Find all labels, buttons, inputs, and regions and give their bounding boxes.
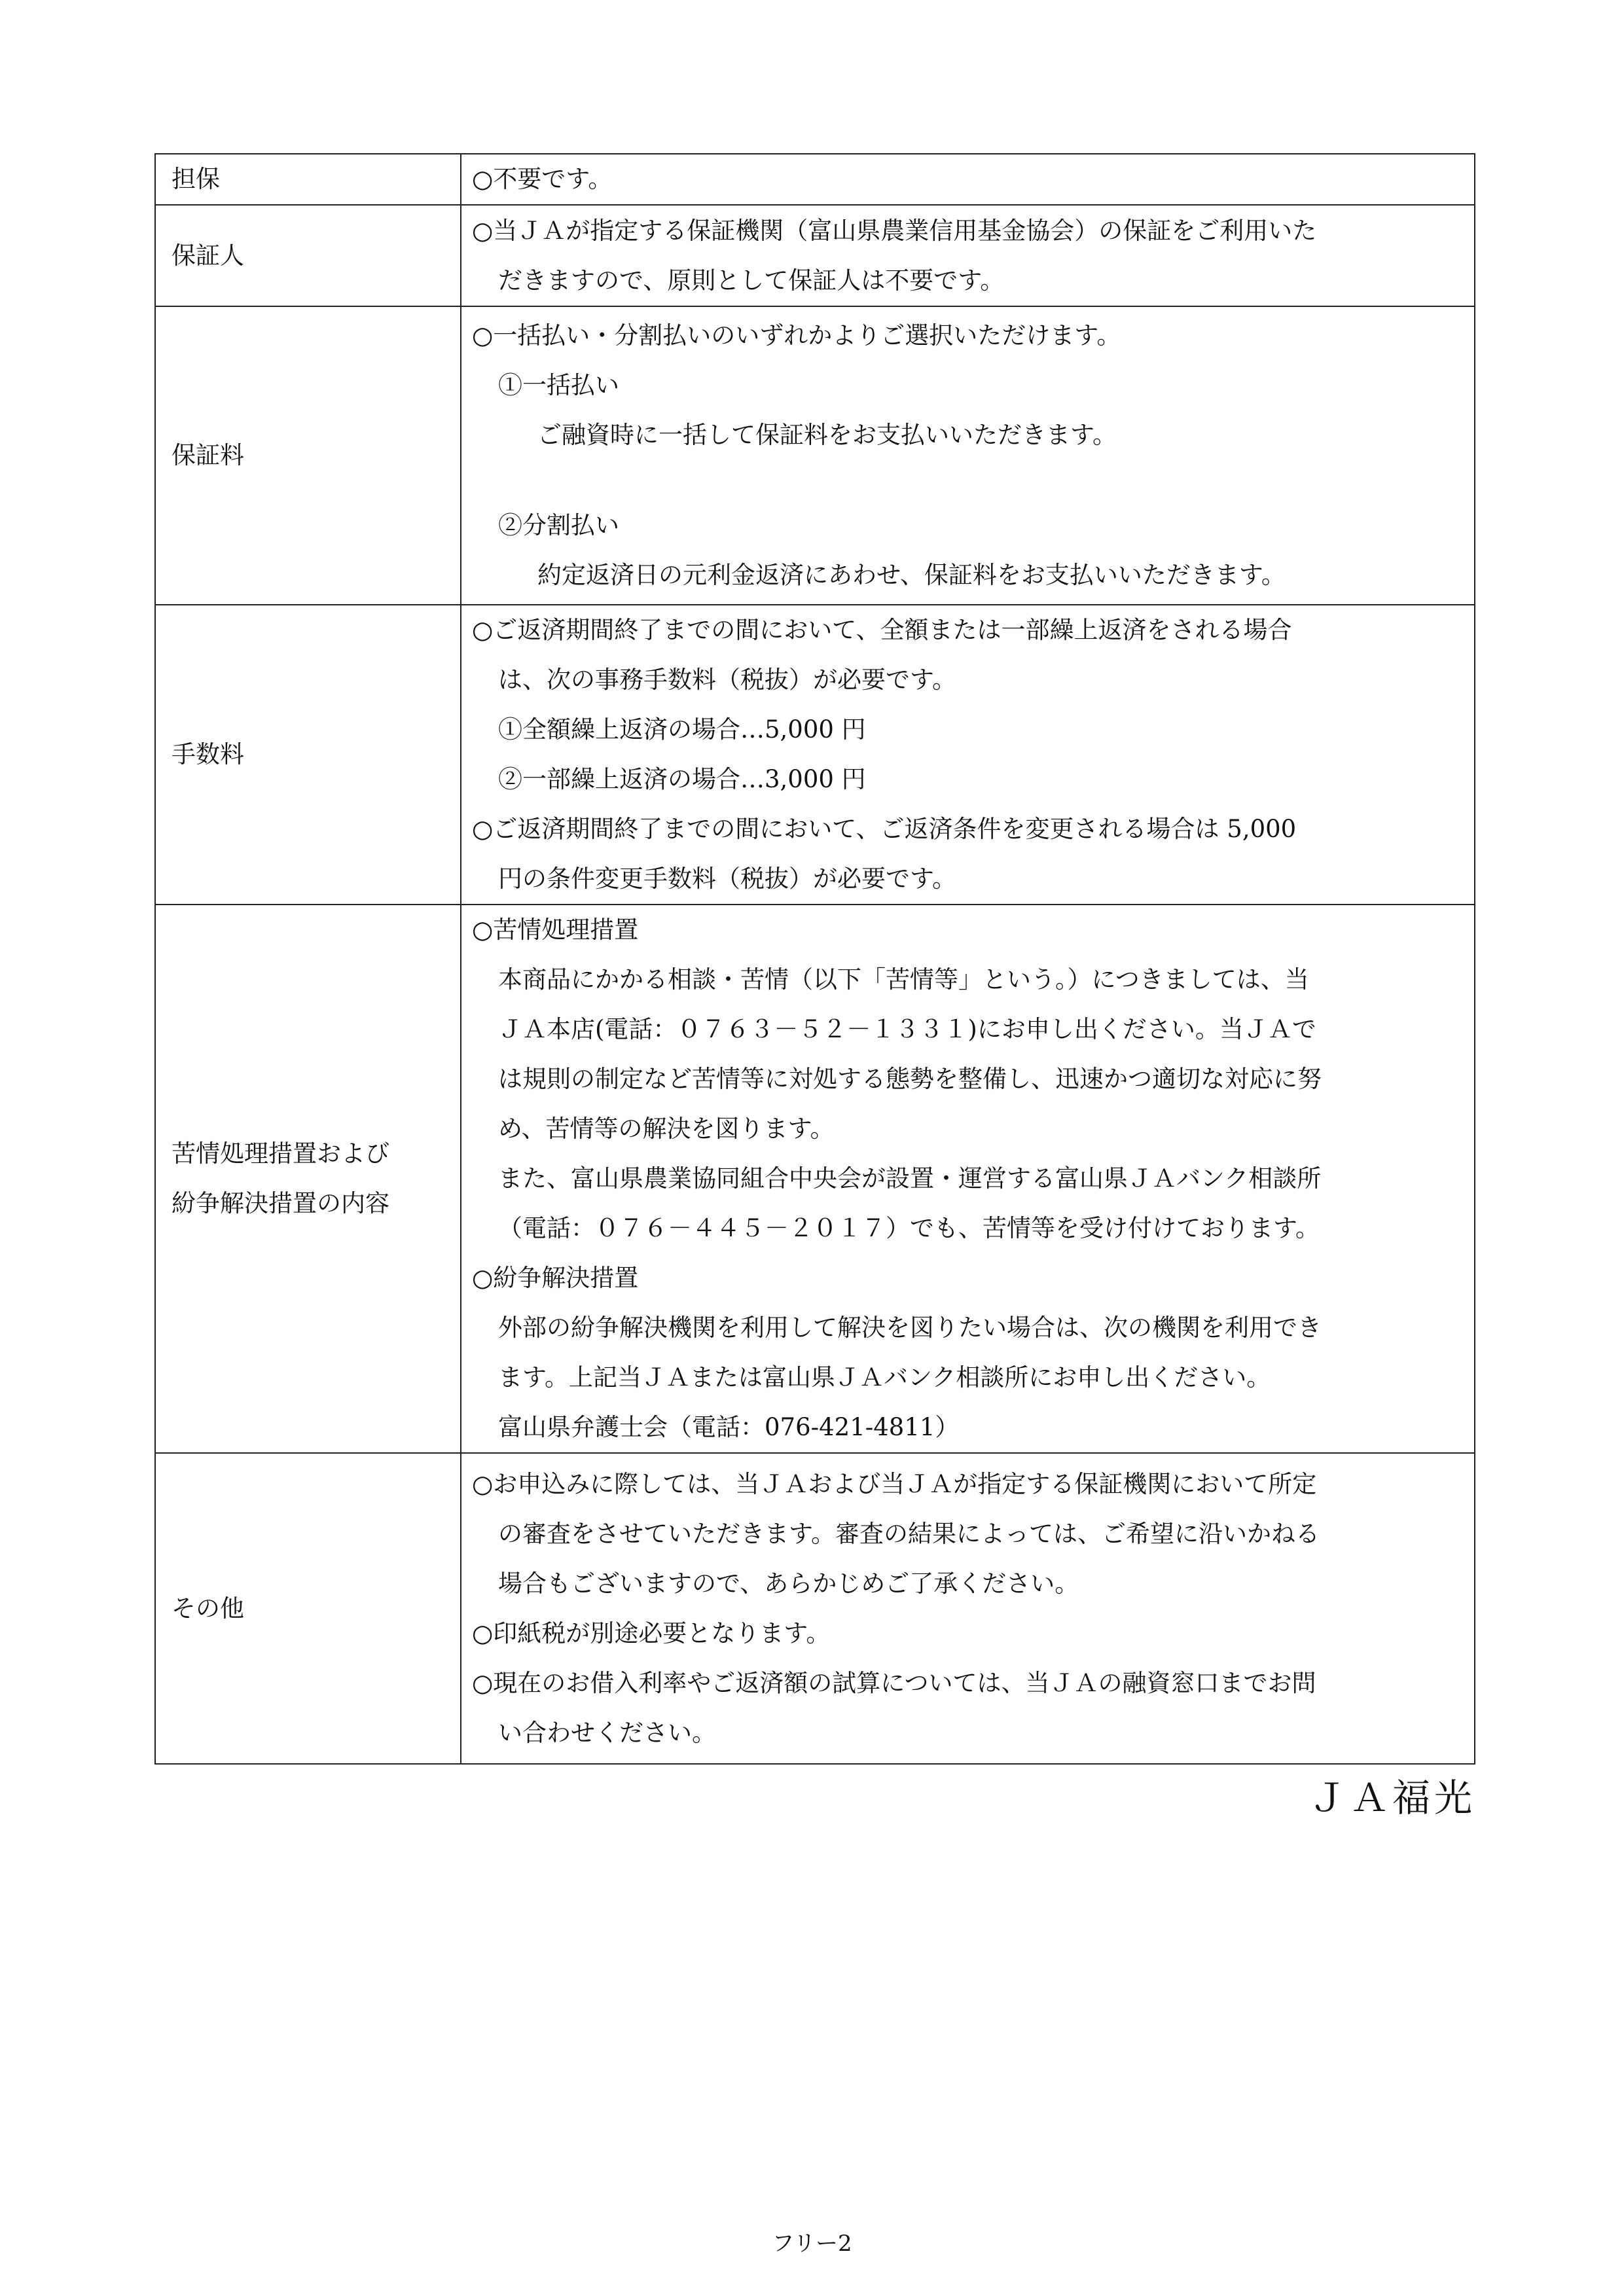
row-label-guarantor: [155, 205, 461, 306]
row-content-other: [461, 1453, 1475, 1764]
content-line: 円の条件変更手数料（税抜）が必要です。: [498, 865, 957, 893]
content-line: 場合もございますので、あらかじめご了承ください。: [498, 1569, 1079, 1598]
content-line: は、次の事務手数料（税抜）が必要です。: [498, 666, 957, 694]
label-text: 保証料: [171, 441, 244, 469]
content-line: ○印紙税が別途必要となります。: [472, 1619, 831, 1647]
content-line: また、富山県農業協同組合中央会が設置・運営する富山県ＪＡバンク相談所: [498, 1164, 1322, 1193]
content-line: い合わせください。: [498, 1718, 716, 1747]
row-content-collateral: [461, 154, 1475, 205]
row-content-complaint-handling: [461, 905, 1475, 1453]
content-line: は規則の制定など苦情等に対処する態勢を整備し、迅速かつ適切な対応に努: [498, 1065, 1322, 1093]
label-text: 手数料: [171, 740, 244, 768]
table-row-complaint-handling: [155, 905, 1475, 1453]
row-content-guarantor: [461, 205, 1475, 306]
row-label-handling-fee: [155, 605, 461, 905]
content-line: ○苦情処理措置: [472, 916, 639, 944]
table-row-collateral: [155, 154, 1475, 205]
content-line: ます。上記当ＪＡまたは富山県ＪＡバンク相談所にお申し出ください。: [498, 1363, 1271, 1391]
content-line: 外部の紛争解決機関を利用して解決を図りたい場合は、次の機関を利用でき: [498, 1314, 1322, 1342]
label-text: 紛争解決措置の内容: [171, 1189, 389, 1217]
row-label-guarantee-fee: [155, 306, 461, 605]
table-row-guarantor: [155, 205, 1475, 306]
row-content-guarantee-fee: [461, 306, 1475, 605]
content-line: ○ご返済期間終了までの間において、全額または一部繰上返済をされる場合: [472, 616, 1292, 644]
page-label: フリー2: [772, 2231, 852, 2257]
label-text: その他: [171, 1594, 244, 1623]
content-line: め、苦情等の解決を図ります。: [498, 1115, 835, 1143]
content-line: 富山県弁護士会（電話：076-421-4811）: [498, 1413, 960, 1441]
content-line: だきますので、原則として保証人は不要です。: [498, 266, 1005, 295]
content-line: 約定返済日の元利金返済にあわせ、保証料をお支払いいただきます。: [537, 561, 1286, 589]
content-line: 本商品にかかる相談・苦情（以下「苦情等」という。）につきましては、当: [498, 965, 1309, 994]
product-terms-table: [154, 153, 1475, 1765]
row-content-handling-fee: [461, 605, 1475, 905]
label-text: 保証人: [171, 241, 244, 270]
content-line: ○現在のお借入利率やご返済額の試算については、当ＪＡの融資窓口までお問: [472, 1668, 1316, 1697]
blank-line: [472, 460, 1465, 501]
content-line: ②分割払い: [498, 511, 619, 539]
content-line: ご融資時に一括して保証料をお支払いいただきます。: [537, 421, 1117, 449]
row-label-complaint-handling: [155, 905, 461, 1453]
content-line: ①全額繰上返済の場合…5,000 円: [498, 715, 866, 744]
content-line: の審査をさせていただきます。審査の結果によっては、ご希望に沿いかねる: [498, 1519, 1320, 1548]
table-row-guarantee-fee: [155, 306, 1475, 605]
row-label-other: [155, 1453, 461, 1764]
row-label-collateral: [155, 154, 461, 205]
table-row-handling-fee: [155, 605, 1475, 905]
content-line: ○不要です。: [472, 165, 613, 193]
label-text: 苦情処理措置および: [171, 1139, 389, 1168]
table-row-other: [155, 1453, 1475, 1764]
content-line: ○ご返済期間終了までの間において、ご返済条件を変更される場合は 5,000: [472, 815, 1297, 843]
content-line: （電話：０７６－４４５－２０１７）でも、苦情等を受け付けております。: [498, 1214, 1320, 1242]
content-line: ○当ＪＡが指定する保証機関（富山県農業信用基金協会）の保証をご利用いた: [472, 216, 1317, 245]
content-line: ＪＡ本店(電話：０７６３－５２－１３３１)にお申し出ください。当ＪＡで: [498, 1015, 1316, 1043]
content-line: ○お申込みに際しては、当ＪＡおよび当ＪＡが指定する保証機関において所定: [472, 1469, 1317, 1498]
content-line: ○一括払い・分割払いのいずれかよりご選択いただけます。: [472, 321, 1121, 350]
label-text: 担保: [171, 165, 220, 193]
content-line: ①一括払い: [498, 371, 619, 399]
content-line: ②一部繰上返済の場合…3,000 円: [498, 765, 866, 793]
content-line: ○紛争解決措置: [472, 1264, 639, 1292]
organization-name: ＪＡ福光: [1308, 1776, 1476, 1820]
